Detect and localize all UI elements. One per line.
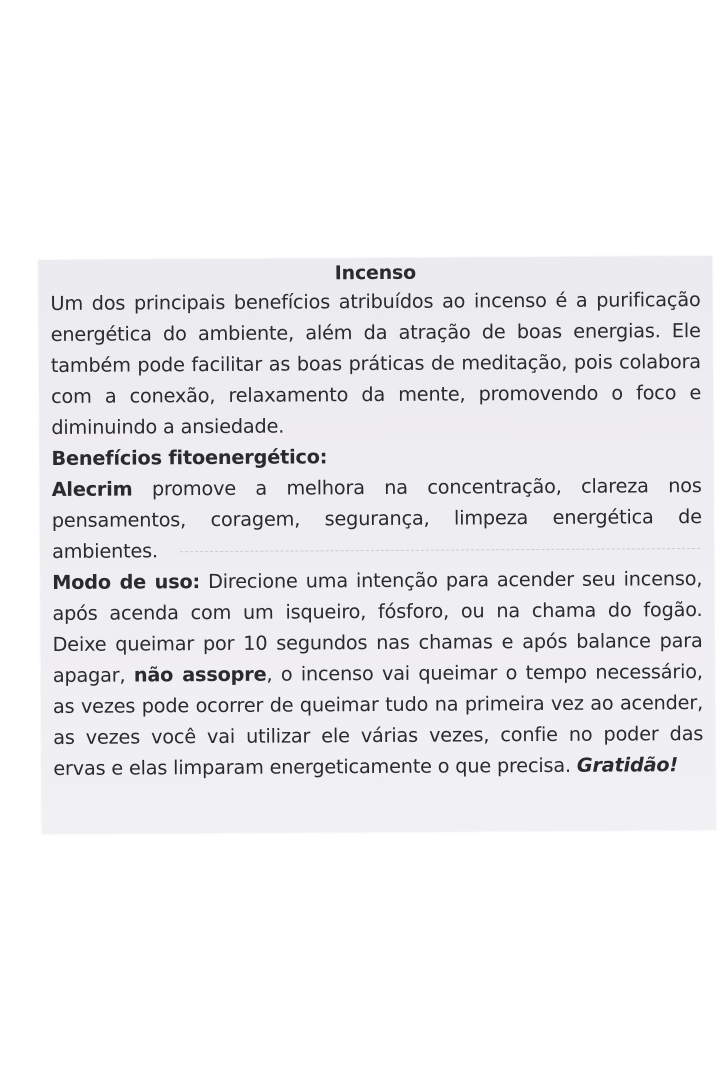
usage-paragraph bbox=[52, 563, 703, 784]
benefits-heading: Benefícios fitoenergético: bbox=[51, 445, 328, 470]
incense-label-paper bbox=[38, 256, 715, 834]
herb-name: Alecrim bbox=[51, 477, 133, 501]
closing-text: Gratidão! bbox=[576, 753, 679, 777]
herb-description: promove a melhora na concentração, clareza nos pensamentos, coragem, segurança, limpeza energética de ambientes. bbox=[51, 474, 702, 563]
herb-paragraph bbox=[52, 470, 703, 567]
usage-text-2: , o incenso vai queimar o tempo necessário, as vezes pode ocorrer de queimar tudo na primeira vez ao acender, as vezes você vai utilizar ele várias vezes, confie no poder das ervas e elas limparam energeticamente o que precisa. bbox=[52, 660, 704, 780]
intro-paragraph: Um dos principais benefícios atribuídos ao incenso é a purificação energética do ambiente, além da atração de boas energias. Ele também pode facilitar as boas práticas de meditação, pois colabora com a conexão, relaxamento da mente, promovendo o foco e diminuindo a ansiedade. bbox=[50, 288, 702, 439]
usage-text-1: Direcione uma intenção para acender seu incenso, após acenda com um isqueiro, fósforo, ou na chama do fogão. Deixe queimar por 10 segundos nas chamas e após balance para apagar, bbox=[52, 567, 703, 687]
usage-label: Modo de uso: bbox=[52, 570, 201, 594]
label-content bbox=[50, 258, 703, 784]
label-title: Incenso bbox=[334, 261, 417, 285]
usage-warning: não assopre bbox=[133, 662, 267, 687]
